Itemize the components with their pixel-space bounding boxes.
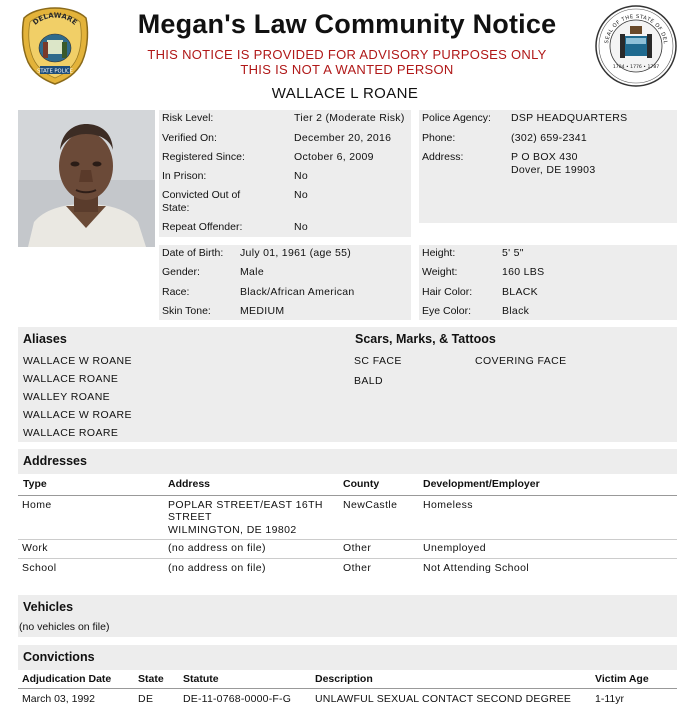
- col-type: Type: [23, 478, 47, 490]
- police-agency-panel: [419, 110, 677, 223]
- alias-item: WALLEY ROANE: [23, 391, 111, 403]
- address-employer: Homeless: [423, 499, 473, 511]
- advisory-line-1: THIS NOTICE IS PROVIDED FOR ADVISORY PURPOSES ONLY: [147, 47, 547, 62]
- gender-value: Male: [240, 266, 264, 278]
- scar-detail: COVERING FACE: [475, 355, 567, 367]
- verified-value: December 20, 2016: [294, 132, 392, 144]
- race-value: Black/African American: [240, 286, 355, 298]
- address-line: STREET: [168, 511, 212, 523]
- convicted-out-label-line-2: State:: [162, 202, 190, 214]
- conviction-victim-age: 1-11yr: [595, 693, 624, 705]
- dob-label: Date of Birth:: [162, 247, 224, 259]
- col-county: County: [343, 478, 380, 490]
- height-label: Height:: [422, 247, 456, 259]
- col-employer: Development/Employer: [423, 478, 540, 490]
- race-label: Race:: [162, 286, 190, 298]
- col-victim-age: Victim Age: [595, 673, 649, 685]
- address-county: NewCastle: [343, 499, 398, 511]
- conviction-state: DE: [138, 693, 154, 705]
- svg-text:1704 • 1776 • 1787: 1704 • 1776 • 1787: [612, 65, 660, 70]
- addresses-header-panel: [18, 449, 677, 474]
- vehicles-text: (no vehicles on file): [19, 621, 110, 633]
- in-prison-value: No: [294, 170, 309, 182]
- divider: [18, 539, 677, 540]
- in-prison-label: In Prison:: [162, 170, 207, 182]
- conviction-date: March 03, 1992: [22, 693, 95, 705]
- physical-description-panel-right: [419, 245, 677, 320]
- col-adjudication-date: Adjudication Date: [22, 673, 112, 685]
- risk-level-value: Tier 2 (Moderate Risk): [294, 112, 405, 124]
- advisory-notice: [100, 47, 594, 77]
- divider: [18, 495, 677, 496]
- repeat-offender-label: Repeat Offender:: [162, 221, 243, 233]
- alias-item: WALLACE ROARE: [23, 427, 119, 439]
- alias-item: WALLACE ROANE: [23, 373, 119, 385]
- address-employer: Not Attending School: [423, 562, 530, 574]
- address-type: School: [22, 562, 57, 574]
- verified-label: Verified On:: [162, 132, 217, 144]
- divider: [18, 558, 677, 559]
- agency-address-line-1: P O BOX 430: [511, 151, 578, 163]
- risk-level-label: Risk Level:: [162, 112, 214, 124]
- skin-tone-value: MEDIUM: [240, 305, 285, 317]
- scar-mark: SC FACE: [354, 355, 402, 367]
- address-county: Other: [343, 542, 372, 554]
- delaware-state-seal-icon: [594, 4, 678, 88]
- offender-name: WALLACE L ROANE: [271, 85, 419, 102]
- repeat-offender-value: No: [294, 221, 309, 233]
- conviction-statute: DE-11-0768-0000-F-G: [183, 693, 292, 705]
- skin-tone-label: Skin Tone:: [162, 305, 211, 317]
- page-title: Megan's Law Community Notice: [137, 9, 557, 39]
- eye-color-value: Black: [502, 305, 530, 317]
- aliases-heading: Aliases: [23, 332, 67, 346]
- hair-color-label: Hair Color:: [422, 286, 473, 298]
- svg-text:STATE POLICE: STATE POLICE: [37, 68, 73, 75]
- vehicles-panel: [18, 595, 677, 637]
- registration-status-panel: [159, 110, 411, 237]
- address-line: WILMINGTON, DE 19802: [168, 524, 297, 536]
- agency-label: Police Agency:: [422, 112, 491, 124]
- phone-value: (302) 659-2341: [511, 132, 588, 144]
- convicted-out-value: No: [294, 189, 309, 201]
- offender-photo: [18, 110, 155, 247]
- vehicles-heading: Vehicles: [23, 600, 74, 614]
- physical-description-panel-left: [159, 245, 411, 320]
- address-line: (no address on file): [168, 542, 266, 554]
- address-county: Other: [343, 562, 372, 574]
- registered-label: Registered Since:: [162, 151, 245, 163]
- svg-text:DELAWARE: DELAWARE: [31, 11, 79, 27]
- gender-label: Gender:: [162, 266, 200, 278]
- weight-value: 160 LBS: [502, 266, 545, 278]
- convicted-out-label-line-1: Convicted Out of: [162, 189, 241, 201]
- hair-color-value: BLACK: [502, 286, 538, 298]
- eye-color-label: Eye Color:: [422, 305, 472, 317]
- scar-mark: BALD: [354, 375, 384, 387]
- scars-heading: Scars, Marks, & Tattoos: [355, 332, 496, 346]
- col-statute: Statute: [183, 673, 219, 685]
- address-line: (no address on file): [168, 562, 266, 574]
- conviction-description: UNLAWFUL SEXUAL CONTACT SECOND DEGREE: [315, 693, 572, 705]
- registered-value: October 6, 2009: [294, 151, 374, 163]
- weight-label: Weight:: [422, 266, 458, 278]
- alias-item: WALLACE W ROARE: [23, 409, 132, 421]
- aliases-scars-panel: [18, 327, 677, 442]
- addresses-heading: Addresses: [23, 454, 87, 468]
- phone-label: Phone:: [422, 132, 456, 144]
- address-type: Work: [22, 542, 48, 554]
- alias-item: WALLACE W ROANE: [23, 355, 132, 367]
- agency-address-label: Address:: [422, 151, 464, 163]
- agency-value: DSP HEADQUARTERS: [511, 112, 628, 124]
- convictions-heading: Convictions: [23, 650, 95, 664]
- col-description: Description: [315, 673, 373, 685]
- advisory-line-2: THIS IS NOT A WANTED PERSON: [240, 62, 454, 77]
- state-police-badge-icon: [18, 6, 92, 86]
- address-employer: Unemployed: [423, 542, 486, 554]
- divider: [18, 688, 677, 689]
- height-value: 5' 5": [502, 247, 524, 259]
- convictions-header-panel: [18, 645, 677, 670]
- address-line: POPLAR STREET/EAST 16TH: [168, 499, 323, 511]
- agency-address-line-2: Dover, DE 19903: [511, 164, 596, 176]
- dob-value: July 01, 1961 (age 55): [240, 247, 352, 259]
- col-address: Address: [168, 478, 211, 490]
- address-type: Home: [22, 499, 52, 511]
- col-state: State: [138, 673, 164, 685]
- svg-text:GREAT SEAL OF THE STATE OF DEL: SEAL OF THE STATE OF DEL: [604, 13, 668, 45]
